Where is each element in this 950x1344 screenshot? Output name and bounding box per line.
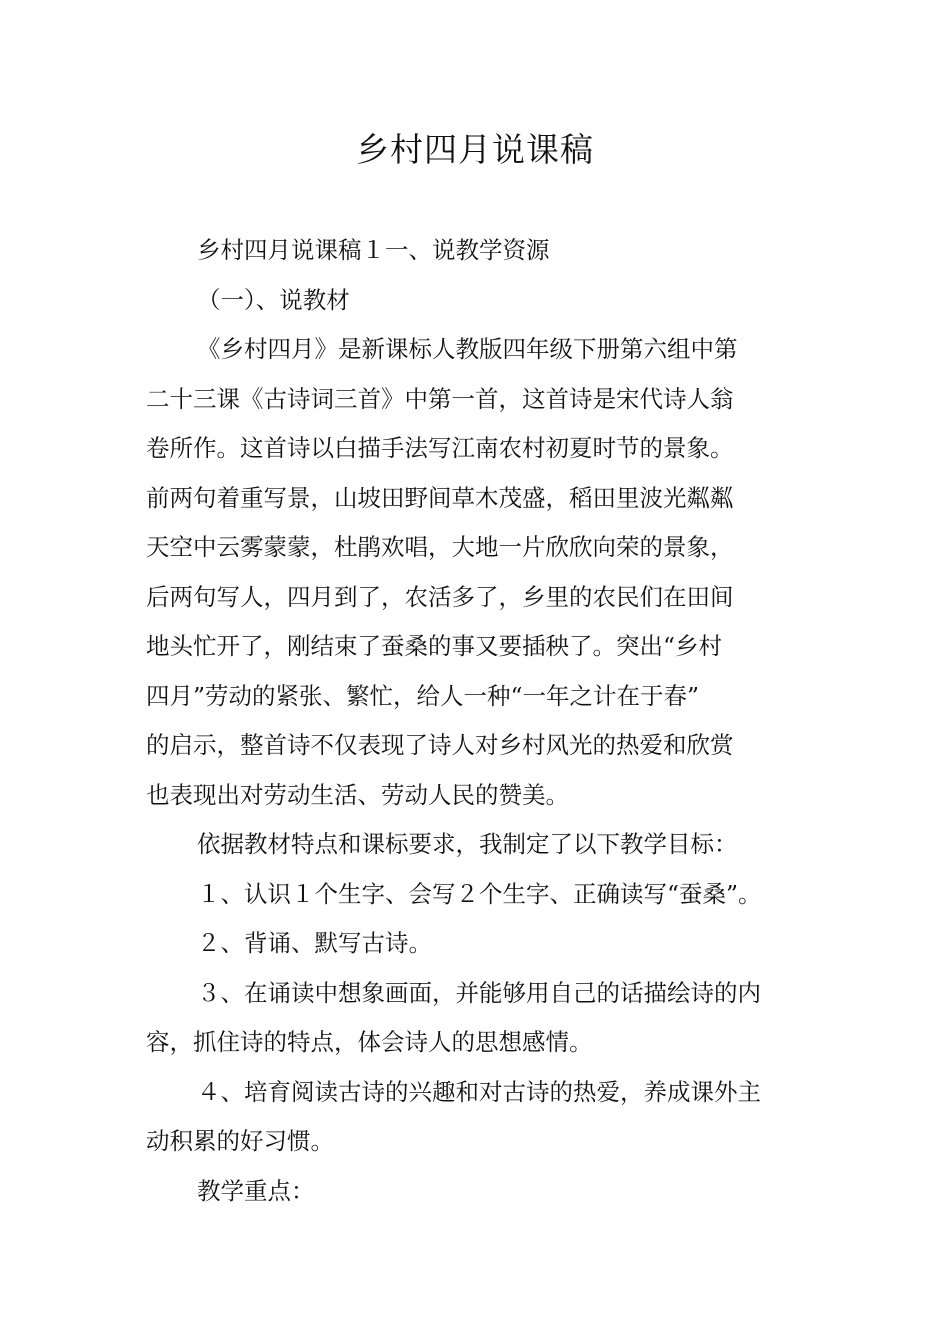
document-body	[146, 226, 806, 1216]
paragraph-line: 容，抓住诗的特点，体会诗人的思想感情。	[146, 1028, 593, 1056]
paragraph-line: 《乡村四月》是新课标人教版四年级下册第六组中第	[197, 335, 738, 363]
paragraph-line: 依据教材特点和课标要求，我制定了以下教学目标：	[197, 830, 738, 858]
paragraph-line: 后两句写人，四月到了，农活多了，乡里的农民们在田间	[146, 582, 734, 611]
paragraph-line: 二十三课《古诗词三首》中第一首，这首诗是宋代诗人翁	[146, 384, 734, 413]
paragraph-line: 乡村四月说课稿１一、说教学资源	[197, 236, 550, 264]
paragraph-line: 动积累的好习惯。	[146, 1127, 334, 1155]
paragraph-line: 前两句着重写景，山坡田野间草木茂盛，稻田里波光粼粼	[146, 483, 734, 512]
paragraph-line: 天空中云雾蒙蒙，杜鹃欢唱，大地一片欣欣向荣的景象，	[146, 533, 734, 561]
paragraph-line: 四月”劳动的紧张、繁忙，给人一种“一年之计在于春”	[146, 681, 700, 710]
paragraph-line: ４、培育阅读古诗的兴趣和对古诗的热爱，养成课外主	[197, 1077, 761, 1106]
paragraph-line: ３、在诵读中想象画面，并能够用自己的话描绘诗的内	[197, 978, 761, 1007]
paragraph-line: （一）、说教材	[197, 285, 350, 314]
paragraph-line: 教学重点：	[197, 1176, 315, 1205]
paragraph-line: ２、背诵、默写古诗。	[197, 929, 432, 957]
paragraph-line: 的启示，整首诗不仅表现了诗人对乡村风光的热爱和欣赏	[146, 731, 734, 759]
document-title: 乡村四月说课稿	[356, 130, 594, 169]
paragraph-line: １、认识１个生字、会写２个生字、正确读写“蚕桑”。	[197, 879, 762, 908]
paragraph-line: 地头忙开了，刚结束了蚕桑的事又要插秧了。突出“乡村	[146, 632, 723, 660]
paragraph-line: 也表现出对劳动生活、劳动人民的赞美。	[146, 780, 569, 809]
paragraph-line: 卷所作。这首诗以白描手法写江南农村初夏时节的景象。	[146, 434, 734, 462]
